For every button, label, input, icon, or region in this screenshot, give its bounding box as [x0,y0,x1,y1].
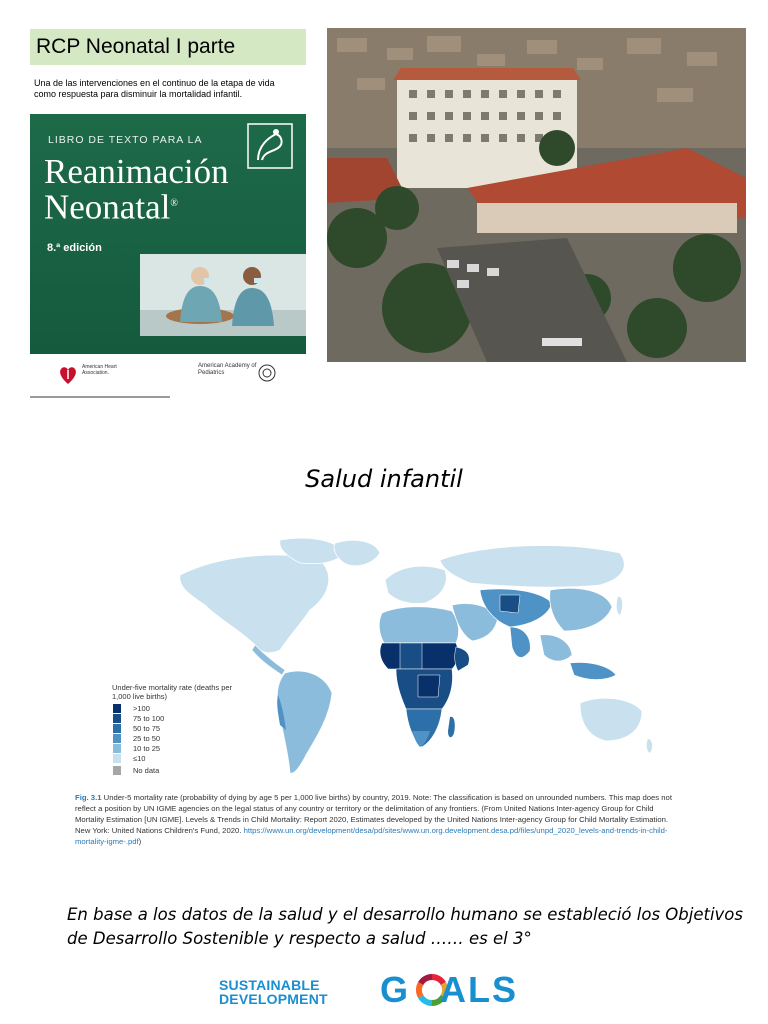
sdg-goals-logo [380,970,550,1010]
legend-swatch [113,734,121,743]
world-mortality-map [160,535,660,780]
book-title [44,152,229,227]
sdg-goals-text [380,970,550,1010]
book-edition: 8.ª edición [47,242,102,254]
book-title-line2: Neonatal [44,187,171,227]
legend-label: 10 to 25 [133,744,161,753]
sdg-wordmark [219,978,328,1006]
slide-intro-text: Una de las intervenciones en el continuo de la etapa de vida como respuesta para disminuir la mortalidad infantil. [34,78,275,99]
legend-label: >100 [133,704,150,713]
book-kicker: LIBRO DE TEXTO PARA LA [48,134,203,146]
sdg-goals-word: G ALS [380,969,519,1010]
section-title: Salud infantil [305,465,463,493]
legend-swatch [113,744,121,753]
figure-caption-text: Under-5 mortality rate (probability of dying by age 5 per 1,000 live births) by country, 2019. Note: The classification is based on unrounded numbers. This map does not reflect a position by UN IGME agencies on the legal status of any country or territory or the delimitation of any frontiers. (From United Nations Inter-agency Group for Child Mortality Estimation [UN IGME]. Levels & Trends in Child Mortality: Report 2020, Estimates developed by the United Nations Inter-agency Group for Child Mortality Estimation. New York: United Nations Children's Fund, 2020. [75,793,672,835]
mother-baby-icon [246,122,294,170]
legend-swatch [113,766,121,775]
figure-source-link[interactable]: https://www.un.org/development/desa/pd/sites/www.un.org.development.desa.pd/files/unpd_2020_levels-and-trends-in-child-mortality-igme-.pdf [75,826,668,846]
book-cover-photo [140,254,306,336]
closing-statement: En base a los datos de la salud y el desarrollo humano se estableció los Objetivos de Desarrollo Sostenible y respecto a salud …… es el 3° [67,905,743,948]
figure-number: Fig. 3.1 [75,793,102,802]
aap-logo-text: American Academy of Pediatrics [198,363,257,376]
legend-swatch [113,714,121,723]
legend-swatch [113,724,121,733]
legend-label: 50 to 75 [133,724,161,733]
legend-swatch [113,704,121,713]
book-cover [30,114,306,354]
book-title-line1: Reanimación [44,152,229,191]
legend-title: Under-five mortality rate (deaths per 1,000 live births) [112,683,233,701]
aha-logo-text: American Heart Association. [82,364,117,376]
legend-label: No data [133,766,160,775]
slide-title: RCP Neonatal I parte [30,29,306,65]
heart-torch-icon [58,364,78,386]
registered-mark: ® [170,198,178,209]
figure-caption [75,792,680,847]
legend-label: 75 to 100 [133,714,165,723]
aap-seal-icon [258,364,276,382]
tiny-url-line [30,396,170,398]
figure-caption-end: ) [138,837,142,846]
legend-label: 25 to 50 [133,734,161,743]
sdg-line-sustainable: SUSTAINABLE [219,977,320,993]
sdg-line-development: DEVELOPMENT [219,991,328,1007]
hospital-photo [327,28,746,362]
legend-label: ≤10 [133,754,146,763]
legend-swatch [113,754,121,763]
